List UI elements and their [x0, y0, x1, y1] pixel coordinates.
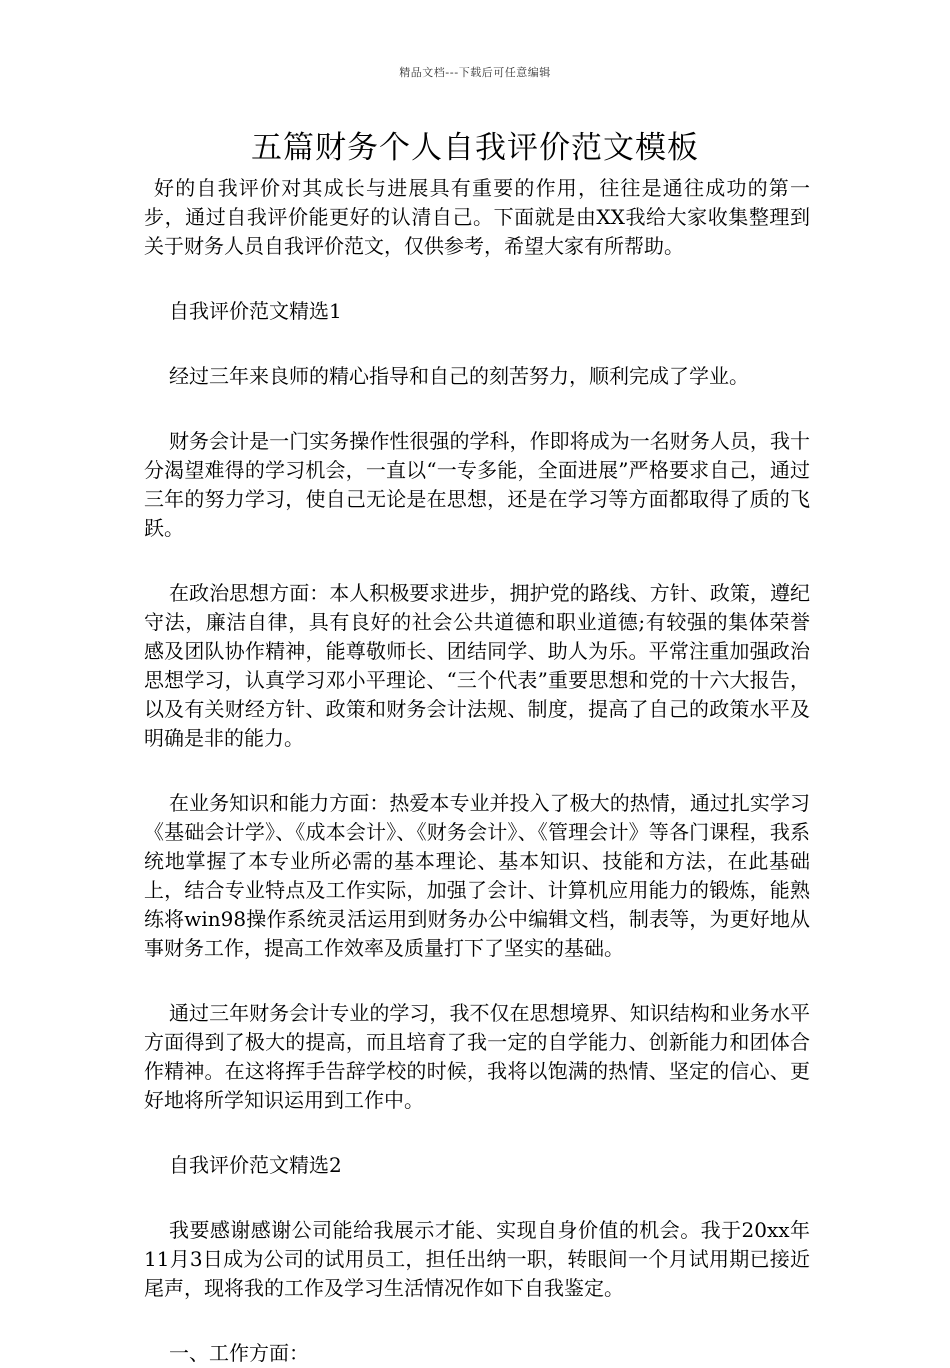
paragraph-gap	[144, 1303, 810, 1339]
body-paragraph: 在政治思想方面：本人积极要求进步，拥护党的路线、方针、政策，遵纪守法，廉洁自律，具有良好的社会公共道德和职业道德;有较强的集体荣誉感及团队协作精神，能尊敬师长、团结同学、助人为乐。平常注重加强政治思想学习，认真学习邓小平理论、“三个代表”重要思想和党的十六大报告，以及有关财经方针、政策和财务会计法规、制度，提高了自己的政策水平及明确是非的能力。	[144, 581, 810, 750]
paragraph-gap	[144, 543, 810, 579]
paragraph-gap	[144, 1115, 810, 1151]
paragraph-gap	[144, 261, 810, 297]
section-heading-2: 自我评价范文精选2	[169, 1153, 342, 1177]
intro-paragraph: 好的自我评价对其成长与进展具有重要的作用，往往是通往成功的第一步，通过自我评价能更好的认清自己。下面就是由XX我给大家收集整理到关于财务人员自我评价范文，仅供参考，希望大家有所帮助。	[144, 176, 810, 258]
paragraph-gap	[144, 1180, 810, 1216]
body-paragraph: 通过三年财务会计专业的学习，我不仅在思想境界、知识结构和业务水平方面得到了极大的提高，而且培育了我一定的自学能力、创新能力和团体合作精神。在这将挥手告辞学校的时候，我将以饱满的热情、坚定的信心、更好地将所学知识运用到工作中。	[144, 1001, 810, 1112]
body-paragraph: 我要感谢感谢公司能给我展示才能、实现自身价值的机会。我于20xx年11月3日成为公司的试用员工，担任出纳一职，转眼间一个月试用期已接近尾声，现将我的工作及学习生活情况作如下自我鉴定。	[144, 1218, 810, 1300]
paragraph-gap	[144, 753, 810, 789]
body-paragraph: 在业务知识和能力方面：热爱本专业并投入了极大的热情，通过扎实学习《基础会计学》、《成本会计》、《财务会计》、《管理会计》等各门课程，我系统地掌握了本专业所必需的基本理论、基本知识、技能和方法，在此基础上，结合专业特点及工作实际，加强了会计、计算机应用能力的锻炼，能熟练将win98操作系统灵活运用到财务办公中编辑文档，制表等，为更好地从事财务工作，提高工作效率及质量打下了坚实的基础。	[144, 791, 810, 960]
body-paragraph: 财务会计是一门实务操作性很强的学科，作即将成为一名财务人员，我十分渴望难得的学习机会，一直以“一专多能，全面进展”严格要求自己，通过三年的努力学习，使自己无论是在思想，还是在学习等方面都取得了质的飞跃。	[144, 429, 810, 540]
header-note: 精品文档---下载后可任意编辑	[399, 66, 551, 79]
section-heading-1: 自我评价范文精选1	[169, 299, 342, 323]
paragraph-gap	[144, 326, 810, 362]
subsection-heading: 一、工作方面：	[169, 1341, 309, 1365]
document-body	[144, 174, 810, 1368]
body-paragraph: 经过三年来良师的精心指导和自己的刻苦努力，顺利完成了学业。	[169, 364, 749, 388]
document-title: 五篇财务个人自我评价范文模板	[251, 130, 699, 166]
paragraph-gap	[144, 963, 810, 999]
paragraph-gap	[144, 391, 810, 427]
